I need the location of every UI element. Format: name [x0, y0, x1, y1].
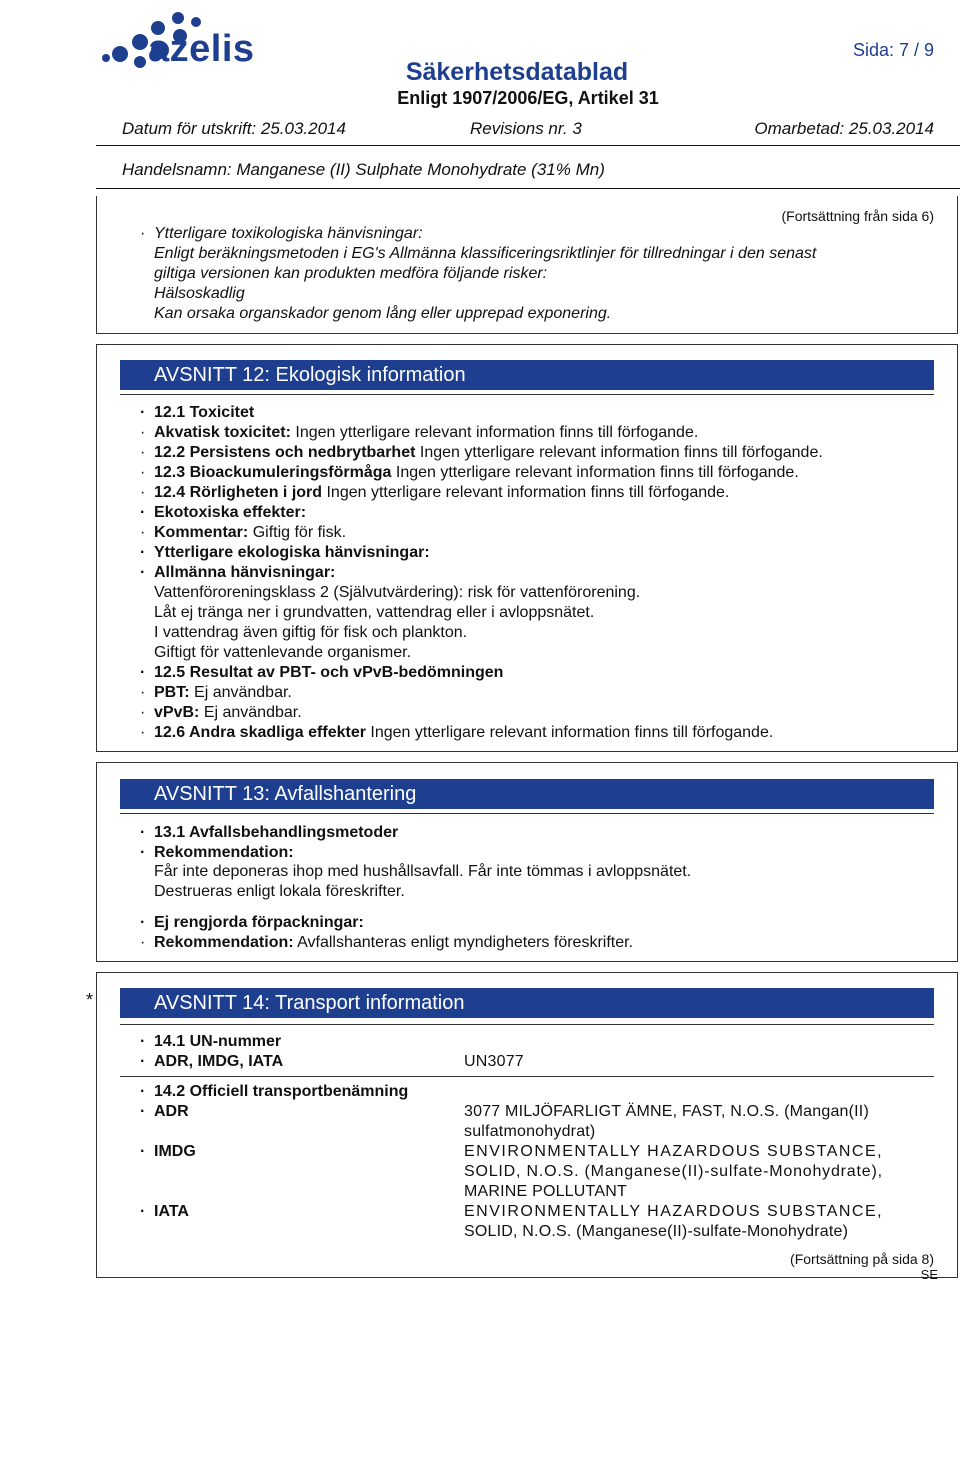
section-14-title: AVSNITT 14: Transport information [120, 988, 934, 1018]
imdg-line-2: SOLID, N.O.S. (Manganese(II)-sulfate-Monohydrate), [464, 1163, 883, 1180]
section-13-title: AVSNITT 13: Avfallshantering [120, 779, 934, 809]
iata-line-2: SOLID, N.O.S. (Manganese(II)-sulfate-Monohydrate) [464, 1223, 849, 1240]
continued-from: (Fortsättning från sida 6) [781, 208, 934, 224]
document-subtitle: Enligt 1907/2006/EG, Artikel 31 [397, 88, 659, 108]
rekommendation-2: · Rekommendation: Avfallshanteras enligt myndigheters föreskrifter. [140, 934, 634, 951]
pbt-heading: · 12.5 Resultat av PBT- och vPvB-bedömningen [140, 664, 504, 681]
ytterligare-ekologiska: · Ytterligare ekologiska hänvisningar: [140, 544, 430, 561]
tox-line-4: Kan orsaka organskador genom lång eller upprepad exponering. [154, 305, 612, 322]
language-code: SE [920, 1267, 938, 1282]
section-12-rule [120, 394, 934, 395]
rekommendation-heading: · Rekommendation: [140, 844, 294, 861]
un-value: UN3077 [464, 1053, 524, 1070]
un-nummer-heading: · 14.1 UN-nummer [140, 1033, 282, 1050]
change-marker: * [86, 990, 94, 1010]
page-number: Sida: 7 / 9 [852, 40, 934, 60]
kommentar: · Kommentar: Giftig för fisk. [140, 524, 347, 541]
toxicitet-heading: · 12.1 Toxicitet [140, 404, 255, 421]
tox-line-2: giltiga versionen kan produkten medföra följande risker: [154, 265, 548, 282]
vpvb: · vPvB: Ej användbar. [140, 704, 302, 721]
imdg-line-3: MARINE POLLUTANT [464, 1183, 627, 1200]
un-label: · ADR, IMDG, IATA [140, 1053, 284, 1070]
section-14-rule-2 [120, 1076, 934, 1077]
pbt: · PBT: Ej användbar. [140, 684, 292, 701]
rorlighet: · 12.4 Rörligheten i jord Ingen ytterligare relevant information finns till förfogande. [140, 484, 730, 501]
persistens: · 12.2 Persistens och nedbrytbarhet Ingen ytterligare relevant information finns till förfogande. [140, 444, 823, 461]
revision-number: Revisions nr. 3 [470, 119, 582, 138]
revised-date: Omarbetad: 25.03.2014 [754, 119, 934, 138]
bioackumulering: · 12.3 Bioackumuleringsförmåga Ingen ytterligare relevant information finns till förfogande. [140, 464, 799, 481]
transport-name-heading: · 14.2 Officiell transportbenämning [140, 1083, 409, 1100]
iata-line-1: ENVIRONMENTALLY HAZARDOUS SUBSTANCE, [464, 1203, 884, 1220]
imdg-line-1: ENVIRONMENTALLY HAZARDOUS SUBSTANCE, [464, 1143, 884, 1160]
imdg-label: · IMDG [140, 1143, 196, 1160]
ekotoxiska-effekter: · Ekotoxiska effekter: [140, 504, 307, 521]
header-divider [96, 145, 960, 146]
trade-name-divider [96, 188, 960, 189]
continued-to: (Fortsättning på sida 8) [790, 1251, 934, 1267]
trade-name: Handelsnamn: Manganese (II) Sulphate Monohydrate (31% Mn) [122, 160, 605, 179]
ej-rengjorda-heading: · Ej rengjorda förpackningar: [140, 914, 364, 931]
allmanna-line-2: Låt ej tränga ner i grundvatten, vattendrag eller i avloppsnätet. [154, 604, 595, 621]
andra-skadliga-effekter: · 12.6 Andra skadliga effekter Ingen ytterligare relevant information finns till förfogande. [140, 724, 774, 741]
avfallsmetoder-heading: · 13.1 Avfallsbehandlingsmetoder [140, 824, 399, 841]
adr-label: · ADR [140, 1103, 189, 1120]
iata-label: · IATA [140, 1203, 189, 1220]
section-12-title: AVSNITT 12: Ekologisk information [120, 360, 934, 390]
document-title: Säkerhetsdatablad [405, 58, 629, 86]
allmanna-line-1: Vattenföroreningsklass 2 (Självutvärdering): risk för vattenförorening. [154, 584, 641, 601]
tox-heading: · Ytterligare toxikologiska hänvisningar: [140, 225, 423, 242]
tox-line-1: Enligt beräkningsmetoden i EG's Allmänna klassificeringsriktlinjer för tillredningar i den senast [154, 245, 817, 262]
allmanna-line-4: Giftigt för vattenlevande organismer. [154, 644, 412, 661]
adr-line-1: 3077 MILJÖFARLIGT ÄMNE, FAST, N.O.S. (Mangan(II) [464, 1103, 869, 1120]
azelis-logo-text: azelis [148, 28, 255, 70]
allmanna-hanvisningar: · Allmänna hänvisningar: [140, 564, 336, 581]
rekommendation-line-1: Får inte deponeras ihop med hushållsavfall. Får inte tömmas i avloppsnätet. [154, 863, 692, 880]
section-14-rule-1 [120, 1024, 934, 1025]
rekommendation-line-2: Destrueras enligt lokala föreskrifter. [154, 883, 405, 900]
allmanna-line-3: I vattendrag även giftig för fisk och plankton. [154, 624, 468, 641]
print-date: Datum för utskrift: 25.03.2014 [122, 119, 346, 138]
adr-line-2: sulfatmonohydrat) [464, 1123, 596, 1140]
tox-line-3: Hälsoskadlig [154, 285, 245, 302]
akvatisk-toxicitet: · Akvatisk toxicitet: Ingen ytterligare relevant information finns till förfogande. [140, 424, 699, 441]
section-13-rule [120, 813, 934, 814]
